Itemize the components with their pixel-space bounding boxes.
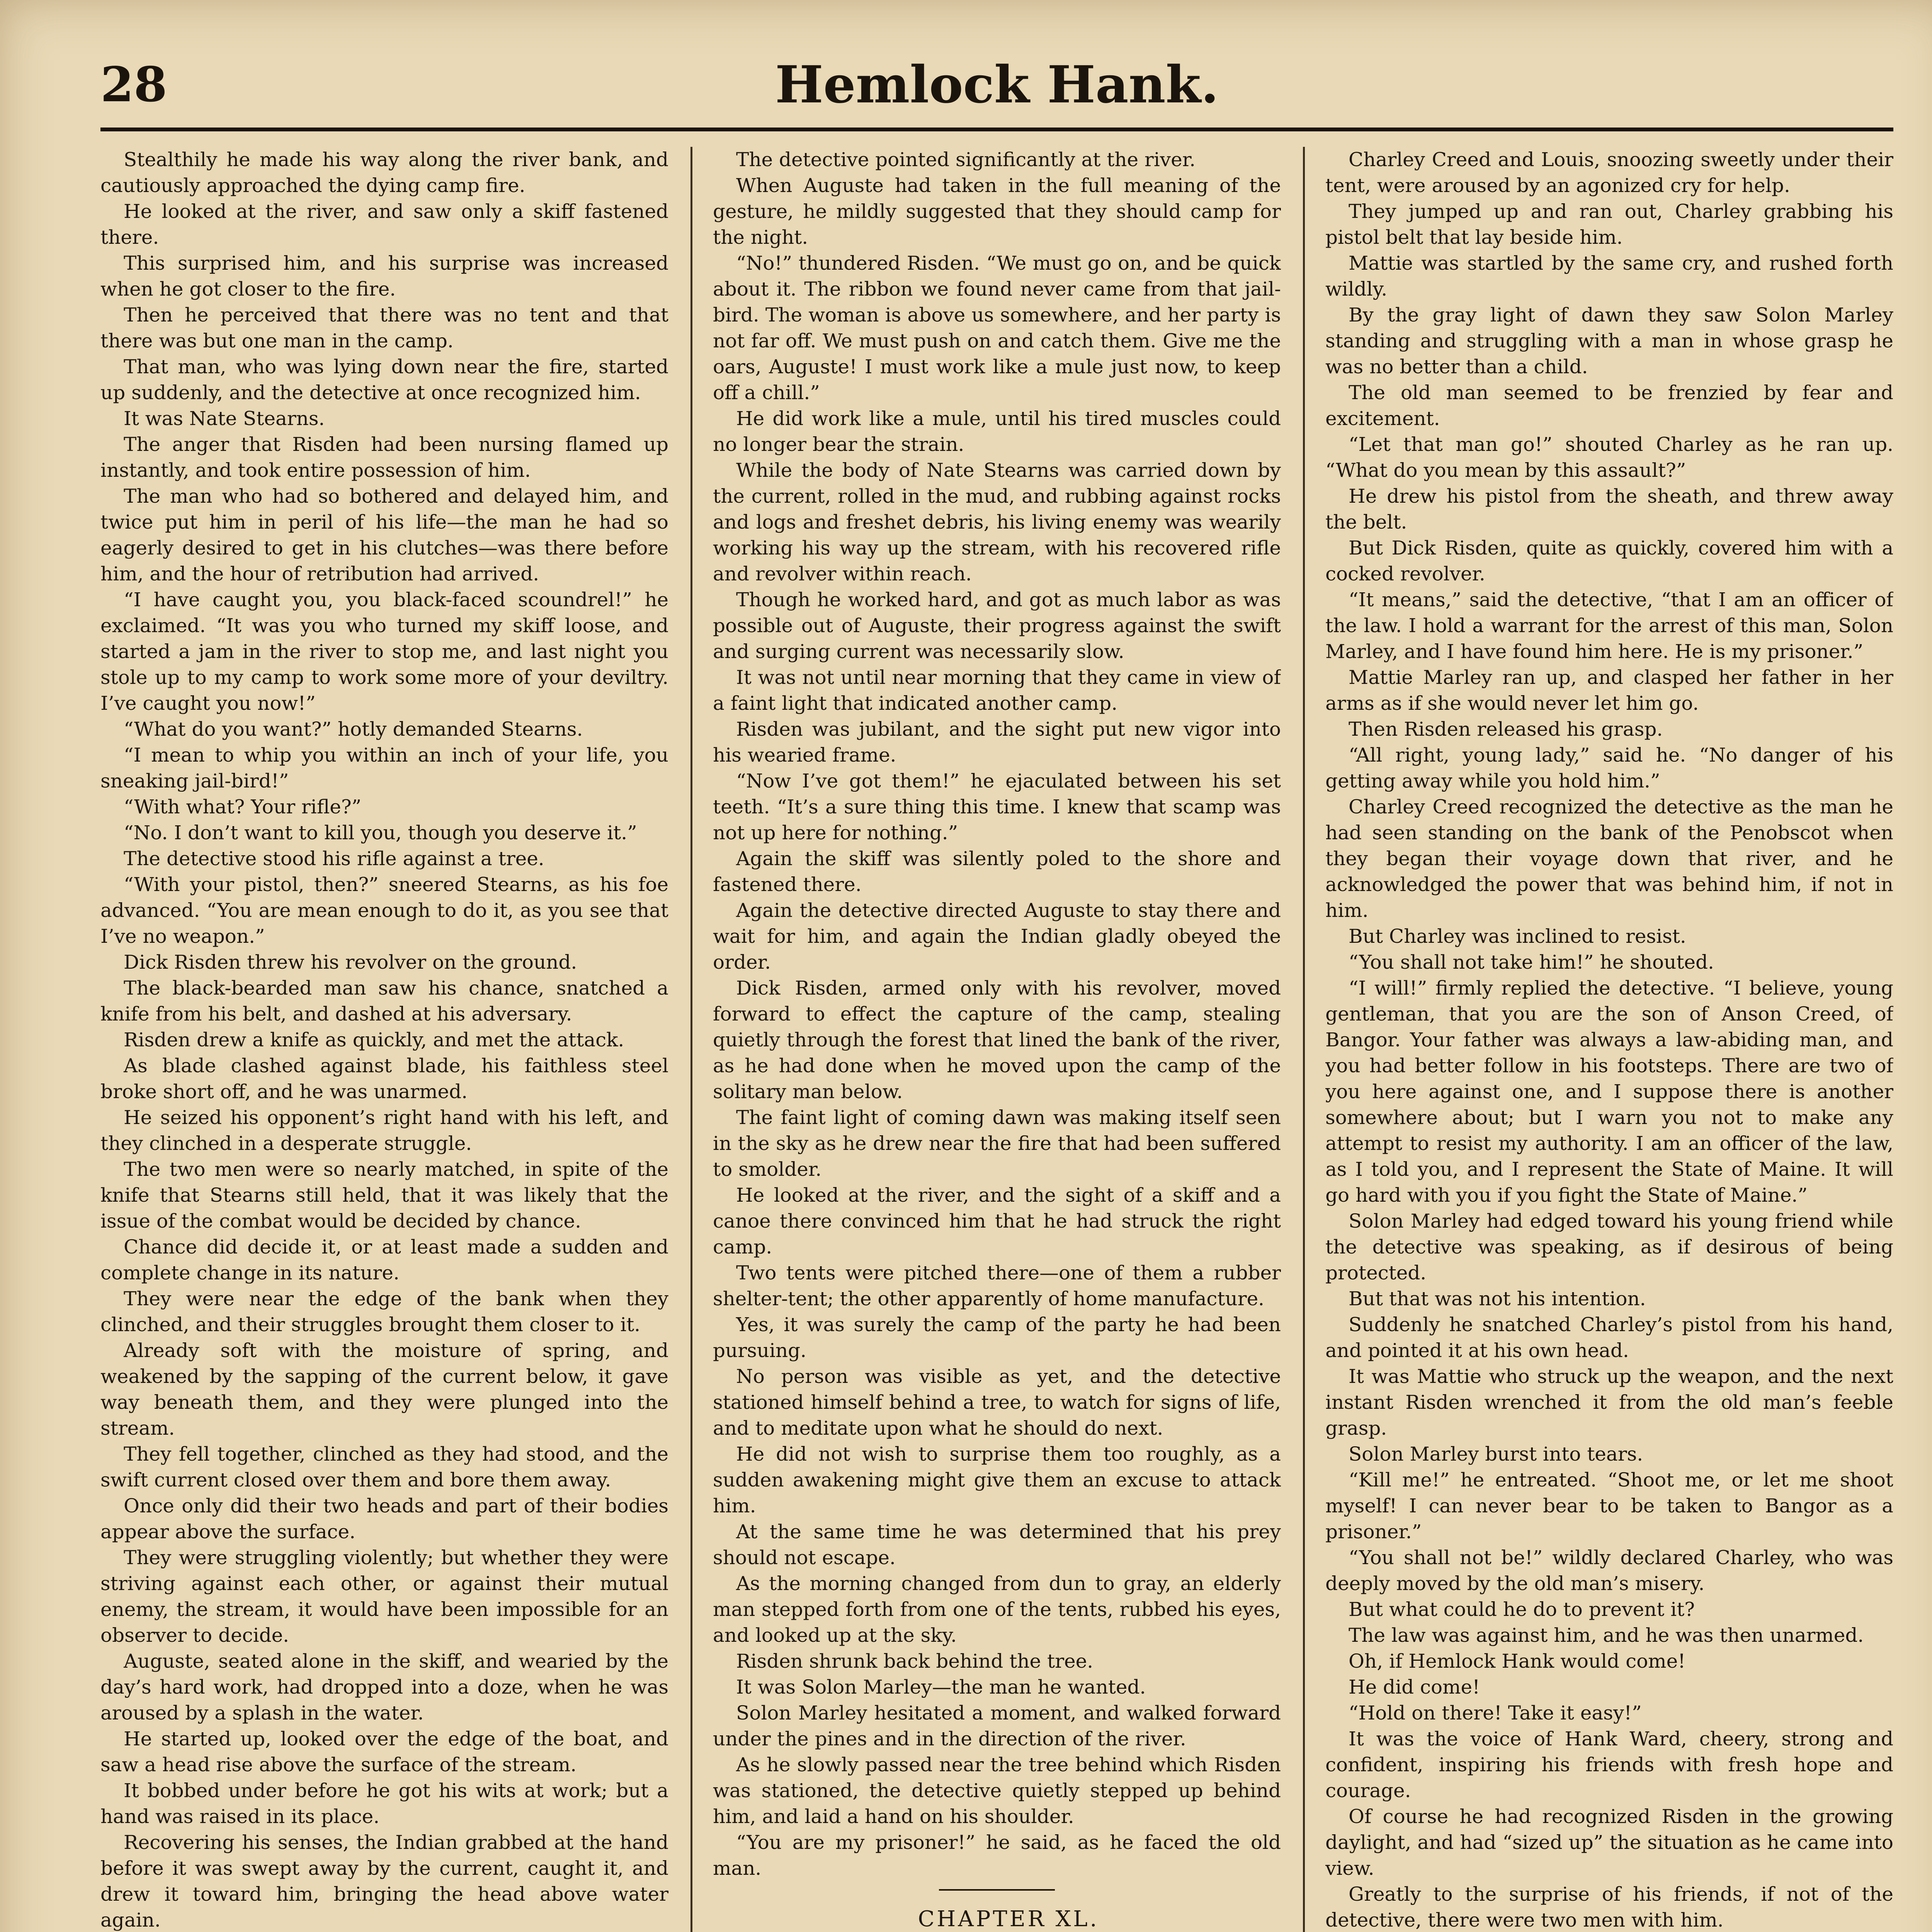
paragraph: They were near the edge of the bank when they clinched, and their struggles brought them closer to it. [100, 1287, 668, 1336]
paragraph: “With what? Your rifle?” [124, 796, 362, 818]
paragraph: Again the skiff was silently poled to the shore and fastened there. [713, 847, 1281, 896]
paragraph: He did work like a mule, until his tired muscles could no longer bear the strain. [713, 407, 1281, 456]
paragraph: “I have caught you, you black-faced scoundrel!” he exclaimed. “It was you who turned my skiff loose, and started a jam in the river to stop me, and last night you stole up to my camp to work some more of your deviltry. I’ve caught you now!” [100, 588, 668, 714]
paragraph: He looked at the river, and the sight of a skiff and a canoe there convinced him that he had struck the right camp. [713, 1184, 1281, 1258]
paragraph: He did come! [1349, 1676, 1480, 1698]
paragraph: Charley Creed recognized the detective as the man he had seen standing on the bank of the Penobscot when they began their voyage down that river, and he acknowledged the power that was behind him, if not in him. [1325, 796, 1893, 922]
paragraph: They were struggling violently; but whether they were striving against each other, or against their mutual enemy, the stream, it would have been impossible for an observer to decide. [100, 1546, 668, 1646]
chapter-heading: CHAPTER XL. [918, 1906, 1099, 1932]
paragraph: Once only did their two heads and part of their bodies appear above the surface. [100, 1495, 668, 1543]
paragraph: He seized his opponent’s right hand with his left, and they clinched in a desperate struggle. [100, 1106, 668, 1155]
paragraph: Risden drew a knife as quickly, and met the attack. [124, 1029, 624, 1051]
paragraph: “You shall not take him!” he shouted. [1349, 951, 1714, 973]
paragraph: The two men were so nearly matched, in spite of the knife that Stearns still held, that it was likely that the issue of the combat would be decided by chance. [100, 1158, 668, 1232]
column-divider [690, 147, 692, 1932]
paragraph: The black-bearded man saw his chance, snatched a knife from his belt, and dashed at his adversary. [100, 977, 668, 1025]
paragraph: Solon Marley hesitated a moment, and walked forward under the pines and in the direction of the river. [713, 1702, 1281, 1750]
paragraph: “No!” thundered Risden. “We must go on, and be quick about it. The ribbon we found never came from that jail-bird. The woman is above us somewhere, and her party is not far off. We must push on and catch them. Give me the oars, Auguste! I must work like a mule just now, to keep off a chill.” [713, 252, 1281, 404]
column-1 [100, 147, 668, 1932]
paragraph: Then he perceived that there was no tent and that there was but one man in the camp. [100, 304, 668, 352]
paragraph: It was not until near morning that they came in view of a faint light that indicated another camp. [713, 666, 1281, 714]
paragraph: He looked at the river, and saw only a skiff fastened there. [100, 200, 668, 248]
paragraph: “It means,” said the detective, “that I am an officer of the law. I hold a warrant for the arrest of this man, Solon Marley, and I have found him here. He is my prisoner.” [1325, 588, 1893, 663]
paragraph: This surprised him, and his surprise was increased when he got closer to the fire. [100, 252, 668, 300]
paragraph: Yes, it was surely the camp of the party he had been pursuing. [713, 1313, 1281, 1362]
column-3 [1325, 147, 1893, 1932]
paragraph: The anger that Risden had been nursing flamed up instantly, and took entire possession of him. [100, 433, 668, 481]
paragraph: Though he worked hard, and got as much labor as was possible out of Auguste, their progress against the swift and surging current was necessarily slow. [713, 588, 1281, 663]
paragraph: He drew his pistol from the sheath, and threw away the belt. [1325, 485, 1893, 533]
paragraph: The law was against him, and he was then unarmed. [1349, 1624, 1864, 1646]
paragraph: Already soft with the moisture of spring, and weakened by the sapping of the current below, it gave way beneath them, and they were plunged into the stream. [100, 1339, 668, 1439]
paragraph: But Dick Risden, quite as quickly, covered him with a cocked revolver. [1325, 537, 1893, 585]
paragraph: As blade clashed against blade, his faithless steel broke short off, and he was unarmed. [100, 1054, 668, 1103]
paragraph: “You are my prisoner!” he said, as he faced the old man. [713, 1831, 1281, 1879]
paragraph: Solon Marley burst into tears. [1349, 1443, 1643, 1465]
paragraph: “All right, young lady,” said he. “No danger of his getting away while you hold him.” [1325, 744, 1893, 792]
paragraph: Chance did decide it, or at least made a sudden and complete change in its nature. [100, 1236, 668, 1284]
paragraph: Charley Creed and Louis, snoozing sweetly under their tent, were aroused by an agonized cry for help. [1325, 148, 1893, 197]
paragraph: It was Solon Marley—the man he wanted. [736, 1676, 1146, 1698]
paragraph: “Now I’ve got them!” he ejaculated between his set teeth. “It’s a sure thing this time. I knew that scamp was not up here for nothing.” [713, 770, 1281, 844]
paragraph: At the same time he was determined that his prey should not escape. [713, 1520, 1281, 1569]
paragraph: The faint light of coming dawn was making itself seen in the sky as he drew near the fire that had been suffered to smolder. [713, 1106, 1281, 1180]
paragraph: Dick Risden threw his revolver on the ground. [124, 951, 577, 973]
paragraph: Greatly to the surprise of his friends, if not of the detective, there were two men with him. [1325, 1883, 1893, 1931]
paragraph: Two tents were pitched there—one of them a rubber shelter-tent; the other apparently of home manufacture. [713, 1262, 1281, 1310]
paragraph: The detective pointed significantly at the river. [736, 148, 1196, 171]
column-2 [713, 147, 1281, 1932]
paragraph: Risden shrunk back behind the tree. [736, 1650, 1094, 1672]
paragraph: “What do you want?” hotly demanded Stearns. [124, 718, 583, 740]
paragraph: No person was visible as yet, and the detective stationed himself behind a tree, to watch for signs of life, and to meditate upon what he should do next. [713, 1365, 1281, 1439]
header-rule [100, 128, 1893, 131]
paragraph: Mattie Marley ran up, and clasped her father in her arms as if she would never let him go. [1325, 666, 1893, 714]
paragraph: Suddenly he snatched Charley’s pistol from his hand, and pointed it at his own head. [1325, 1313, 1893, 1362]
chapter-divider [939, 1889, 1055, 1891]
running-title: Hemlock Hank. [775, 55, 1219, 115]
paragraph: It bobbed under before he got his wits at work; but a hand was raised in its place. [100, 1779, 668, 1828]
paragraph: He did not wish to surprise them too roughly, as a sudden awakening might give them an excuse to attack him. [713, 1443, 1281, 1517]
page-number: 28 [100, 57, 167, 113]
paragraph: While the body of Nate Stearns was carried down by the current, rolled in the mud, and rubbing against rocks and logs and freshet debris, his living enemy was wearily working his way up the stream, with his recovered rifle and revolver within reach. [713, 459, 1281, 585]
paragraph: That man, who was lying down near the fire, started up suddenly, and the detective at once recognized him. [100, 355, 668, 404]
paragraph: “No. I don’t want to kill you, though you deserve it.” [124, 821, 637, 844]
paragraph: They fell together, clinched as they had stood, and the swift current closed over them and bore them away. [100, 1443, 668, 1491]
paragraph: Of course he had recognized Risden in the growing daylight, and had “sized up” the situation as he came into view. [1325, 1805, 1893, 1879]
paragraph: The old man seemed to be frenzied by fear and excitement. [1325, 381, 1893, 430]
paragraph: He started up, looked over the edge of the boat, and saw a head rise above the surface of the stream. [100, 1728, 668, 1776]
paragraph: It was the voice of Hank Ward, cheery, strong and confident, inspiring his friends with fresh hope and courage. [1325, 1728, 1893, 1802]
paragraph: The man who had so bothered and delayed him, and twice put him in peril of his life—the man he had so eagerly desired to get in his clutches—was there before him, and the hour of retribution had arrived. [100, 485, 668, 585]
paragraph: Then Risden released his grasp. [1349, 718, 1663, 740]
paragraph: The detective stood his rifle against a tree. [124, 847, 544, 870]
paragraph: As he slowly passed near the tree behind which Risden was stationed, the detective quietly stepped up behind him, and laid a hand on his shoulder. [713, 1753, 1281, 1828]
paragraph: By the gray light of dawn they saw Solon Marley standing and struggling with a man in whose grasp he was no better than a child. [1325, 304, 1893, 378]
text-columns [100, 147, 1893, 1932]
paragraph: Mattie was startled by the same cry, and rushed forth wildly. [1325, 252, 1893, 300]
paragraph: “Hold on there! Take it easy!” [1349, 1702, 1642, 1724]
paragraph: Oh, if Hemlock Hank would come! [1349, 1650, 1686, 1672]
paragraph: When Auguste had taken in the full meaning of the gesture, he mildly suggested that they should camp for the night. [713, 174, 1281, 248]
column-2-text-before-chapter [713, 147, 1281, 1881]
page-header [100, 46, 1893, 131]
paragraph: Recovering his senses, the Indian grabbed at the hand before it was swept away by the current, caught it, and drew it toward him, bringing the head above water again. [100, 1831, 668, 1931]
paragraph: But Charley was inclined to resist. [1349, 925, 1686, 947]
paragraph: “Kill me!” he entreated. “Shoot me, or let me shoot myself! I can never bear to be taken to Bangor as a prisoner.” [1325, 1469, 1893, 1543]
paragraph: It was Nate Stearns. [124, 407, 325, 430]
paragraph: But what could he do to prevent it? [1349, 1598, 1695, 1621]
paragraph: Auguste, seated alone in the skiff, and wearied by the day’s hard work, had dropped into a doze, when he was aroused by a splash in the water. [100, 1650, 668, 1724]
paragraph: As the morning changed from dun to gray, an elderly man stepped forth from one of the tents, rubbed his eyes, and looked up at the sky. [713, 1572, 1281, 1646]
paragraph: Solon Marley had edged toward his young friend while the detective was speaking, as if desirous of being protected. [1325, 1210, 1893, 1284]
paragraph: But that was not his intention. [1349, 1287, 1646, 1310]
paragraph: Stealthily he made his way along the river bank, and cautiously approached the dying camp fire. [100, 148, 668, 197]
paragraph: Dick Risden, armed only with his revolver, moved forward to effect the capture of the camp, stealing quietly through the forest that lined the bank of the river, as he had done when he moved upon the camp of the solitary man below. [713, 977, 1281, 1103]
paragraph: It was Mattie who struck up the weapon, and the next instant Risden wrenched it from the old man’s feeble grasp. [1325, 1365, 1893, 1439]
paragraph: “I will!” firmly replied the detective. “I believe, young gentleman, that you are the son of Anson Creed, of Bangor. Your father was always a law-abiding man, and you had better follow in his footsteps. There are two of you here against one, and I suppose there is another somewhere about; but I warn you not to make any attempt to resist my authority. I am an officer of the law, as I told you, and I represent the State of Maine. It will go hard with you if you fight the State of Maine.” [1325, 977, 1893, 1206]
paragraph: “I mean to whip you within an inch of your life, you sneaking jail-bird!” [100, 744, 668, 792]
paragraph: “With your pistol, then?” sneered Stearns, as his foe advanced. “You are mean enough to do it, as you see that I’ve no weapon.” [100, 873, 668, 947]
paragraph: “Let that man go!” shouted Charley as he ran up. “What do you mean by this assault?” [1325, 433, 1893, 481]
paragraph: “You shall not be!” wildly declared Charley, who was deeply moved by the old man’s misery. [1325, 1546, 1893, 1595]
paragraph: They jumped up and ran out, Charley grabbing his pistol belt that lay beside him. [1325, 200, 1893, 248]
column-divider [1303, 147, 1305, 1932]
paragraph: Again the detective directed Auguste to stay there and wait for him, and again the Indian gladly obeyed the order. [713, 899, 1281, 973]
paragraph: Risden was jubilant, and the sight put new vigor into his wearied frame. [713, 718, 1281, 766]
